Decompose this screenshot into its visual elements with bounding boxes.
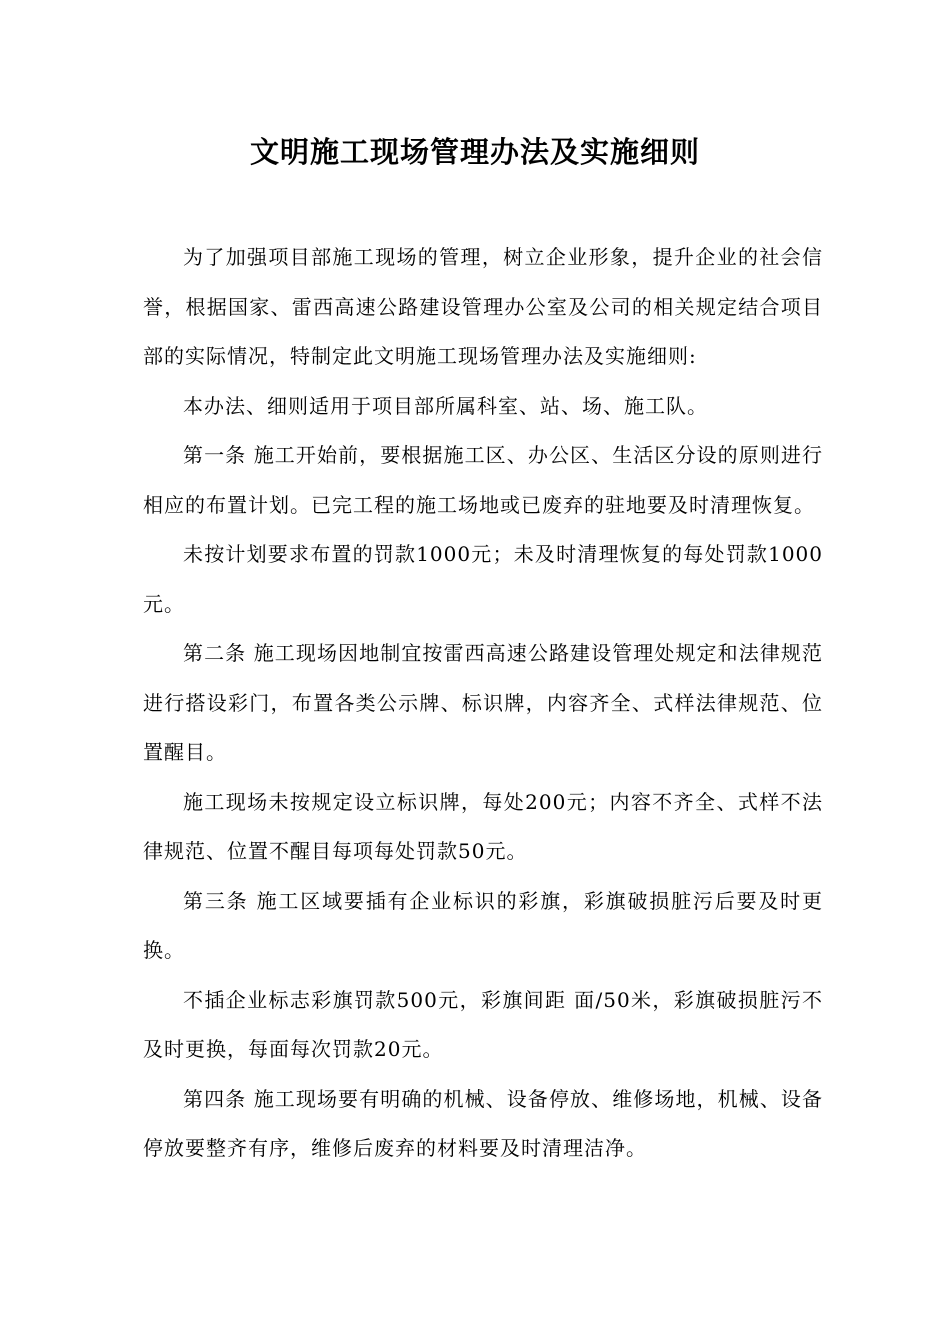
paragraph-article-4: 第四条 施工现场要有明确的机械、设备停放、维修场地，机械、设备停放要整齐有序，维修后废弃的材料要及时清理洁净。	[143, 1086, 823, 1160]
paragraph-article-3-penalty: 不插企业标志彩旗罚款500元，彩旗间距 面/50米，彩旗破损脏污不及时更换，每面每次罚款20元。	[143, 987, 823, 1061]
paragraph-article-2: 第二条 施工现场因地制宜按雷西高速公路建设管理处规定和法律规范进行搭设彩门，布置各类公示牌、标识牌，内容齐全、式样法律规范、位置醒目。	[143, 641, 823, 764]
document-title: 文明施工现场管理办法及实施细则	[249, 135, 700, 169]
paragraph-article-3: 第三条 施工区域要插有企业标识的彩旗，彩旗破损脏污后要及时更换。	[143, 888, 823, 962]
paragraph-scope: 本办法、细则适用于项目部所属科室、站、场、施工队。	[183, 393, 708, 418]
paragraph-article-2-penalty: 施工现场未按规定设立标识牌，每处200元；内容不齐全、式样不法律规范、位置不醒目每项每处罚款50元。	[143, 789, 823, 863]
document-body	[143, 233, 823, 1174]
paragraph-intro: 为了加强项目部施工现场的管理，树立企业形象，提升企业的社会信誉，根据国家、雷西高速公路建设管理办公室及公司的相关规定结合项目部的实际情况，特制定此文明施工现场管理办法及实施细则:	[143, 245, 823, 368]
paragraph-article-1-penalty: 未按计划要求布置的罚款1000元；未及时清理恢复的每处罚款1000元。	[143, 542, 823, 616]
paragraph-article-1: 第一条 施工开始前，要根据施工区、办公区、生活区分设的原则进行相应的布置计划。已完工程的施工场地或已废弃的驻地要及时清理恢复。	[143, 443, 823, 517]
